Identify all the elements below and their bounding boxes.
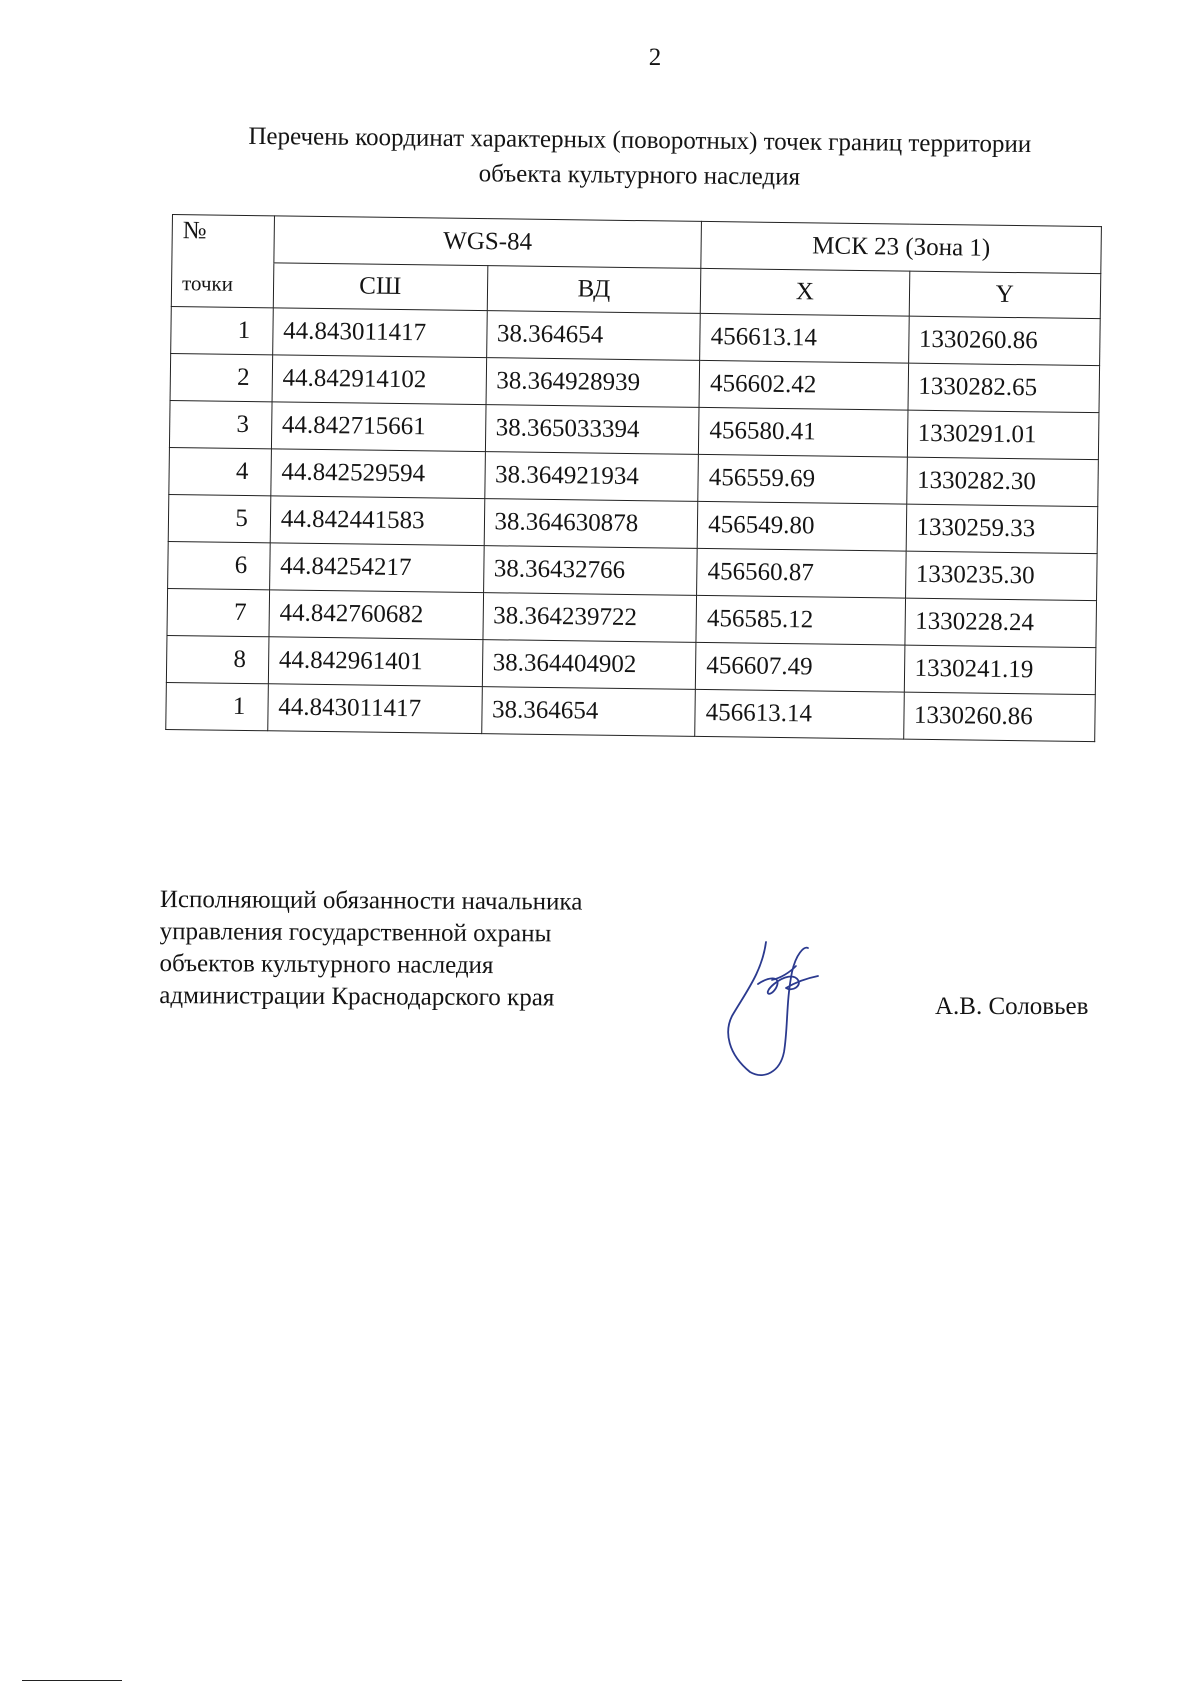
cell-longitude: 38.364654: [481, 686, 695, 736]
cell-y: 1330260.86: [903, 692, 1095, 742]
cell-latitude: 44.842529594: [271, 448, 485, 498]
cell-point-number: 1: [166, 682, 268, 730]
header-longitude: ВД: [487, 265, 701, 313]
position-line-4: администрации Краснодарского края: [159, 981, 555, 1012]
cell-x: 456613.14: [700, 313, 909, 363]
signatory-position: [159, 884, 582, 1015]
cell-y: 1330260.86: [908, 316, 1100, 366]
cell-point-number: 8: [166, 635, 268, 683]
cell-point-number: 1: [171, 306, 273, 354]
cell-point-number: 4: [169, 447, 271, 495]
page-number: 2: [648, 44, 662, 71]
cell-y: 1330282.65: [908, 363, 1100, 413]
cell-x: 456549.80: [697, 501, 906, 551]
document-title: [169, 118, 1110, 198]
cell-latitude: 44.843011417: [272, 307, 486, 357]
cell-longitude: 38.365033394: [485, 404, 699, 454]
cell-longitude: 38.364404902: [482, 639, 696, 689]
cell-point-number: 7: [167, 588, 269, 636]
cell-latitude: 44.842441583: [270, 495, 484, 545]
cell-x: 456613.14: [695, 689, 904, 739]
position-line-2: управления государственной охраны: [159, 917, 552, 948]
cell-x: 456602.42: [699, 360, 908, 410]
cell-y: 1330291.01: [907, 410, 1099, 460]
cell-x: 456585.12: [696, 595, 905, 645]
header-number-symbol: №: [172, 215, 274, 263]
cell-y: 1330228.24: [904, 598, 1096, 648]
cell-longitude: 38.364630878: [484, 498, 698, 548]
header-wgs84: WGS-84: [274, 216, 702, 268]
cell-y: 1330235.30: [905, 551, 1097, 601]
cell-longitude: 38.364928939: [486, 357, 700, 407]
header-msk23: МСК 23 (Зона 1): [701, 221, 1101, 273]
cell-point-number: 3: [169, 400, 271, 448]
header-x: X: [701, 268, 910, 316]
cell-x: 456580.41: [699, 407, 908, 457]
title-line-1: Перечень координат характерных (поворотных) точек границ территории: [248, 122, 1032, 159]
position-line-3: объектов культурного наследия: [159, 949, 494, 980]
cell-latitude: 44.84254217: [269, 542, 483, 592]
position-line-1: Исполняющий обязанности начальника: [159, 885, 583, 916]
cell-latitude: 44.842914102: [272, 354, 486, 404]
coordinates-table: [165, 214, 1102, 742]
cell-x: 456560.87: [697, 548, 906, 598]
cell-point-number: 2: [170, 353, 272, 401]
cell-latitude: 44.843011417: [268, 683, 482, 733]
title-line-2: объекта культурного наследия: [478, 160, 801, 191]
cell-point-number: 6: [168, 541, 270, 589]
cell-longitude: 38.36432766: [483, 545, 697, 595]
cell-longitude: 38.364654: [486, 310, 700, 360]
cell-x: 456559.69: [698, 454, 907, 504]
footer-divider: [22, 1680, 122, 1681]
cell-y: 1330282.30: [906, 457, 1098, 507]
cell-latitude: 44.842760682: [269, 589, 483, 639]
cell-longitude: 38.364921934: [484, 451, 698, 501]
header-point-label: точки: [171, 261, 273, 307]
cell-latitude: 44.842961401: [268, 636, 482, 686]
header-y: Y: [909, 271, 1101, 319]
cell-latitude: 44.842715661: [271, 401, 485, 451]
header-latitude: СШ: [273, 262, 487, 310]
cell-y: 1330241.19: [904, 645, 1096, 695]
handwritten-signature: [722, 932, 862, 1082]
cell-point-number: 5: [168, 494, 270, 542]
cell-x: 456607.49: [696, 642, 905, 692]
cell-longitude: 38.364239722: [482, 592, 696, 642]
cell-y: 1330259.33: [906, 504, 1098, 554]
signer-name: А.В. Соловьев: [935, 993, 1089, 1020]
